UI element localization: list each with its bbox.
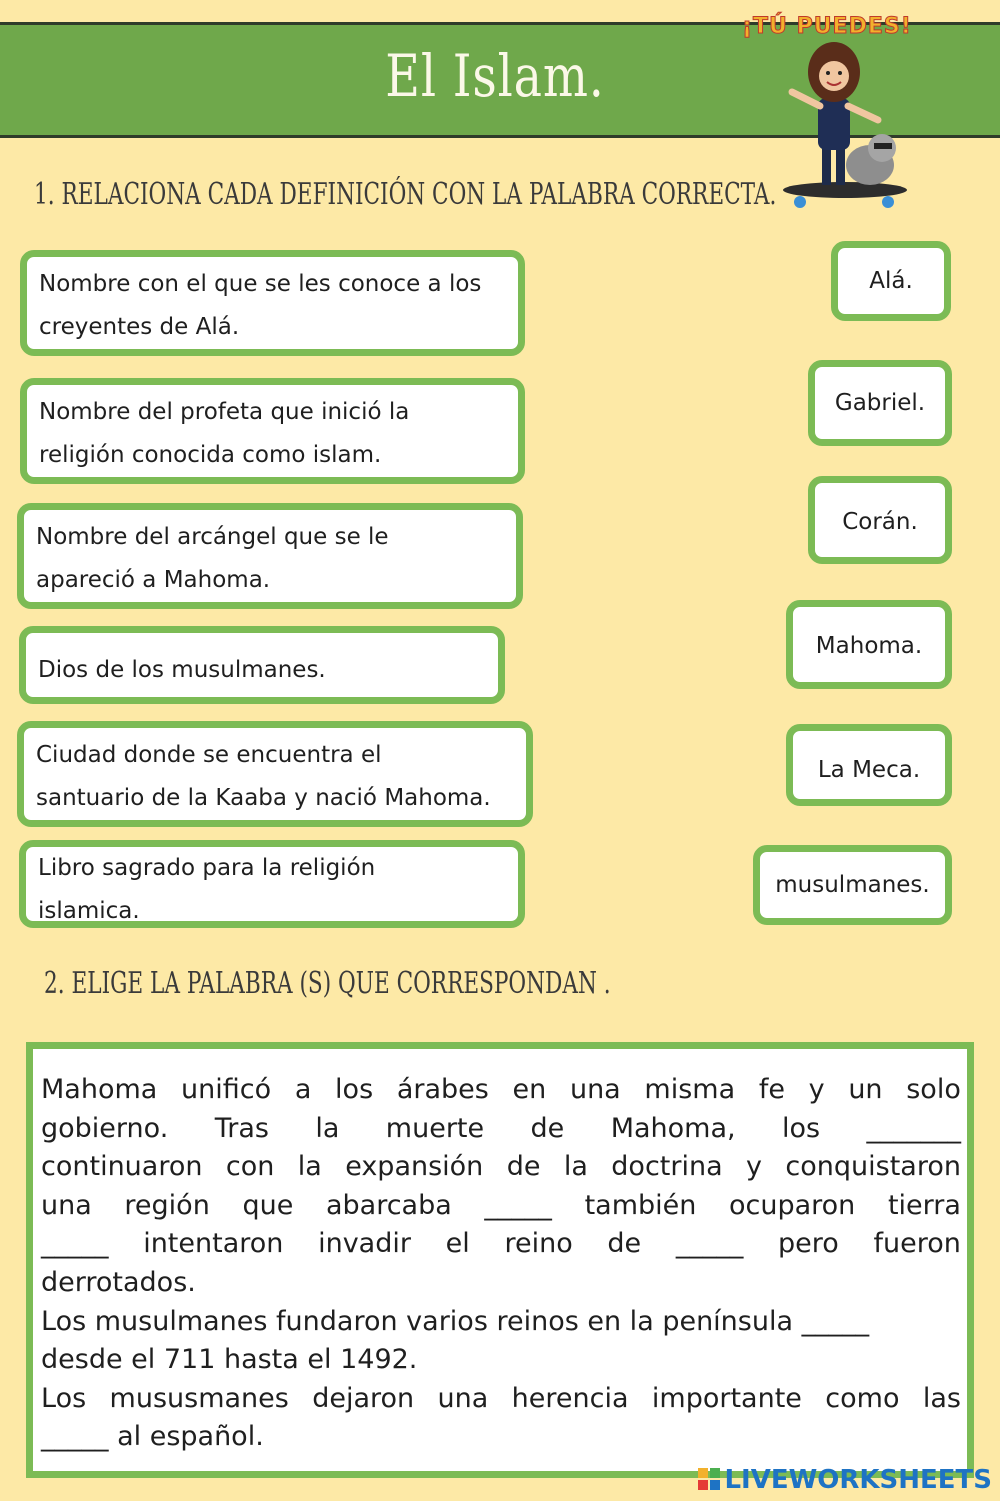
word-option-text: Gabriel. — [834, 389, 926, 416]
definition-text: Nombre del arcángel que se le — [36, 524, 389, 550]
fill-in-text-box — [26, 1042, 974, 1478]
word-option-box[interactable] — [786, 724, 952, 806]
definition-text: religión conocida como islam. — [39, 442, 382, 468]
text-line: Mahoma unificó a los árabes en una misma fe y un solo — [41, 1074, 961, 1105]
text-line: derrotados. — [41, 1266, 196, 1298]
text-line: desde el 711 hasta el 1492. — [41, 1344, 418, 1376]
definition-text: islamica. — [38, 898, 140, 924]
definition-box[interactable] — [17, 503, 523, 609]
blank-input[interactable]: _____ — [41, 1228, 109, 1260]
section1-title: 1. RELACIONA CADA DEFINICIÓN CON LA PALABRA CORRECTA. — [34, 177, 777, 212]
definition-text: creyentes de Alá. — [39, 314, 240, 340]
word-option-text: La Meca. — [817, 756, 921, 783]
word-option-box[interactable] — [808, 360, 952, 446]
avatar-skateboard-icon — [770, 40, 920, 215]
text-line: una región que abarcaba _____ también ocuparon tierra — [41, 1187, 961, 1226]
text-line: Los musulmanes fundaron varios reinos en la península _____ — [41, 1305, 870, 1337]
definition-text: Nombre con el que se les conoce a los — [39, 271, 482, 297]
definition-text: Dios de los musulmanes. — [38, 657, 326, 683]
text-line: _____ intentaron invadir el reino de _____ pero fueron — [41, 1225, 961, 1264]
word-option-box[interactable] — [753, 845, 952, 925]
page-title: El Islam. — [385, 42, 605, 110]
definition-box[interactable] — [20, 250, 525, 356]
definition-text: apareció a Mahoma. — [36, 567, 271, 593]
word-option-text: musulmanes. — [775, 871, 930, 898]
definition-text: Nombre del profeta que inició la — [39, 399, 410, 425]
blank-input[interactable]: _____ — [675, 1228, 744, 1260]
word-option-text: Alá. — [869, 267, 913, 294]
word-option-text: Corán. — [842, 509, 918, 535]
definition-box[interactable] — [20, 378, 525, 484]
tu-puedes-badge: ¡TÚ PUEDES! — [742, 14, 912, 39]
blank-input[interactable]: _______ — [866, 1112, 961, 1144]
text-line: continuaron con la expansión de la doctrina y conquistaron — [41, 1151, 961, 1183]
word-option-box[interactable] — [831, 241, 951, 321]
definition-text: Libro sagrado para la religión — [38, 855, 376, 881]
definition-text: santuario de la Kaaba y nació Mahoma. — [36, 785, 491, 811]
word-option-text: Mahoma. — [815, 633, 923, 659]
text-line: _____ al español. — [41, 1421, 264, 1453]
word-option-box[interactable] — [786, 600, 952, 689]
text-line: gobierno. Tras la muerte de Mahoma, los _______ — [41, 1110, 961, 1149]
liveworksheets-icon — [698, 1468, 720, 1490]
section2-title: 2. ELIGE LA PALABRA (S) QUE CORRESPONDAN . — [44, 966, 611, 1001]
definition-box[interactable] — [17, 721, 533, 827]
blank-input[interactable]: _____ — [484, 1189, 552, 1221]
liveworksheets-logo[interactable]: LIVEWORKSHEETS — [698, 1465, 992, 1495]
text-line: Los mususmanes dejaron una herencia importante como las — [41, 1382, 961, 1414]
word-option-box[interactable] — [808, 476, 952, 564]
definition-box[interactable] — [19, 840, 525, 928]
definition-box[interactable] — [19, 626, 505, 704]
definition-text: Ciudad donde se encuentra el — [36, 742, 382, 768]
